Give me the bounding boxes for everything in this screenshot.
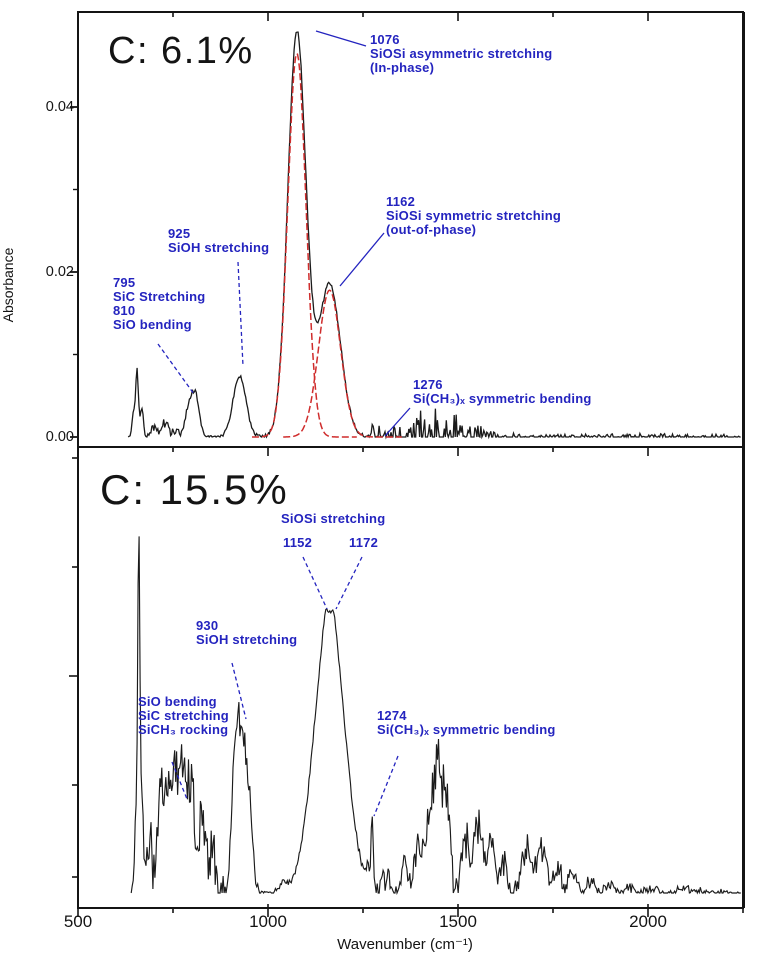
ann-1274-line: 1274 [377, 708, 407, 723]
ann-930-line: SiOH stretching [196, 632, 298, 647]
ann-1162-line: (out-of-phase) [386, 222, 477, 237]
ann-1152-leader-line [303, 557, 327, 609]
ann-1152-line: 1152 [283, 535, 313, 550]
y-axis-tick-label: 0.00 [45, 429, 74, 445]
ann-925-leader-line [238, 262, 243, 366]
panel-title-bottom: C: 15.5% [100, 466, 289, 513]
top-gaussian-fit-curve-2 [283, 290, 402, 437]
x-axis-tick-label: 1000 [249, 912, 287, 931]
ann-1162-line: 1162 [386, 194, 416, 209]
ann-925-line: SiOH stretching [168, 240, 270, 255]
ann-1276-leader-line [385, 408, 410, 436]
top-measured-spectrum-curve [128, 32, 741, 437]
ann-1076-line: SiOSi asymmetric stretching [370, 46, 553, 61]
x-axis-tick-label: 2000 [629, 912, 667, 931]
panel-title-top: C: 6.1% [108, 30, 254, 72]
top-panel-frame [78, 12, 743, 447]
x-axis-tick-label: 1500 [439, 912, 477, 931]
ann-sio-bending-line: SiC stretching [138, 708, 229, 723]
x-axis-tick-label: 500 [63, 912, 93, 931]
ann-siosi-stretching-line: SiOSi stretching [281, 511, 386, 526]
ann-sio-bending-line: SiCH₃ rocking [138, 722, 229, 737]
ann-795-line: 795 [113, 275, 136, 290]
ann-1076-leader-line [316, 31, 366, 46]
ann-1076-line: 1076 [370, 32, 400, 47]
ann-1162-line: SiOSi symmetric stretching [386, 208, 561, 223]
ann-1172-line: 1172 [349, 535, 379, 550]
ann-795-leader-line [158, 344, 194, 394]
ann-795-line: SiO bending [113, 317, 192, 332]
y-axis-label: Absorbance [0, 247, 16, 323]
ann-1274-leader-line [374, 756, 398, 816]
ann-1276-line: 1276 [413, 377, 443, 392]
ann-1276-line: Si(CH₃)ₓ symmetric bending [413, 391, 592, 406]
ann-1076-line: (In-phase) [370, 60, 435, 75]
bottom-measured-spectrum-curve [131, 536, 741, 893]
bottom-panel-frame [78, 447, 743, 908]
ann-795-line: 810 [113, 303, 136, 318]
ann-1162-leader-line [340, 233, 384, 286]
top-gaussian-fit-curve-1 [252, 54, 357, 437]
ann-sio-bending-line: SiO bending [138, 694, 217, 709]
ann-795-line: SiC Stretching [113, 289, 206, 304]
x-axis-label: Wavenumber (cm⁻¹) [337, 936, 473, 953]
ann-930-line: 930 [196, 618, 219, 633]
ann-1274-line: Si(CH₃)ₓ symmetric bending [377, 722, 556, 737]
y-axis-tick-label: 0.04 [45, 99, 74, 115]
y-axis-tick-label: 0.02 [45, 264, 74, 280]
ann-1172-leader-line [336, 557, 362, 609]
ann-925-line: 925 [168, 226, 191, 241]
